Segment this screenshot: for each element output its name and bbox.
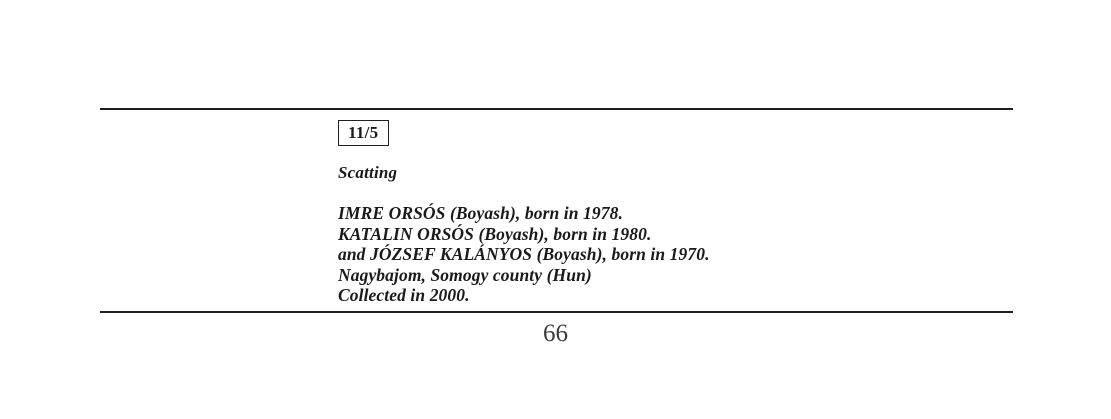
track-number-badge: 11/5 — [338, 120, 389, 146]
page-number: 66 — [543, 320, 568, 347]
credit-line: Nagybajom, Somogy county (Hun) — [338, 264, 592, 285]
credit-line: and JÓZSEF KALÁNYOS (Boyash), born in 1970. — [338, 244, 710, 264]
credit-line: KATALIN ORSÓS (Boyash), born in 1980. — [338, 223, 652, 244]
top-rule — [100, 108, 1013, 110]
genre-heading: Scatting — [338, 163, 398, 182]
credit-line: Collected in 2000. — [338, 285, 470, 305]
bottom-rule — [100, 311, 1013, 313]
credit-line: IMRE ORSÓS (Boyash), born in 1978. — [338, 203, 623, 223]
performer-credits — [338, 203, 710, 306]
